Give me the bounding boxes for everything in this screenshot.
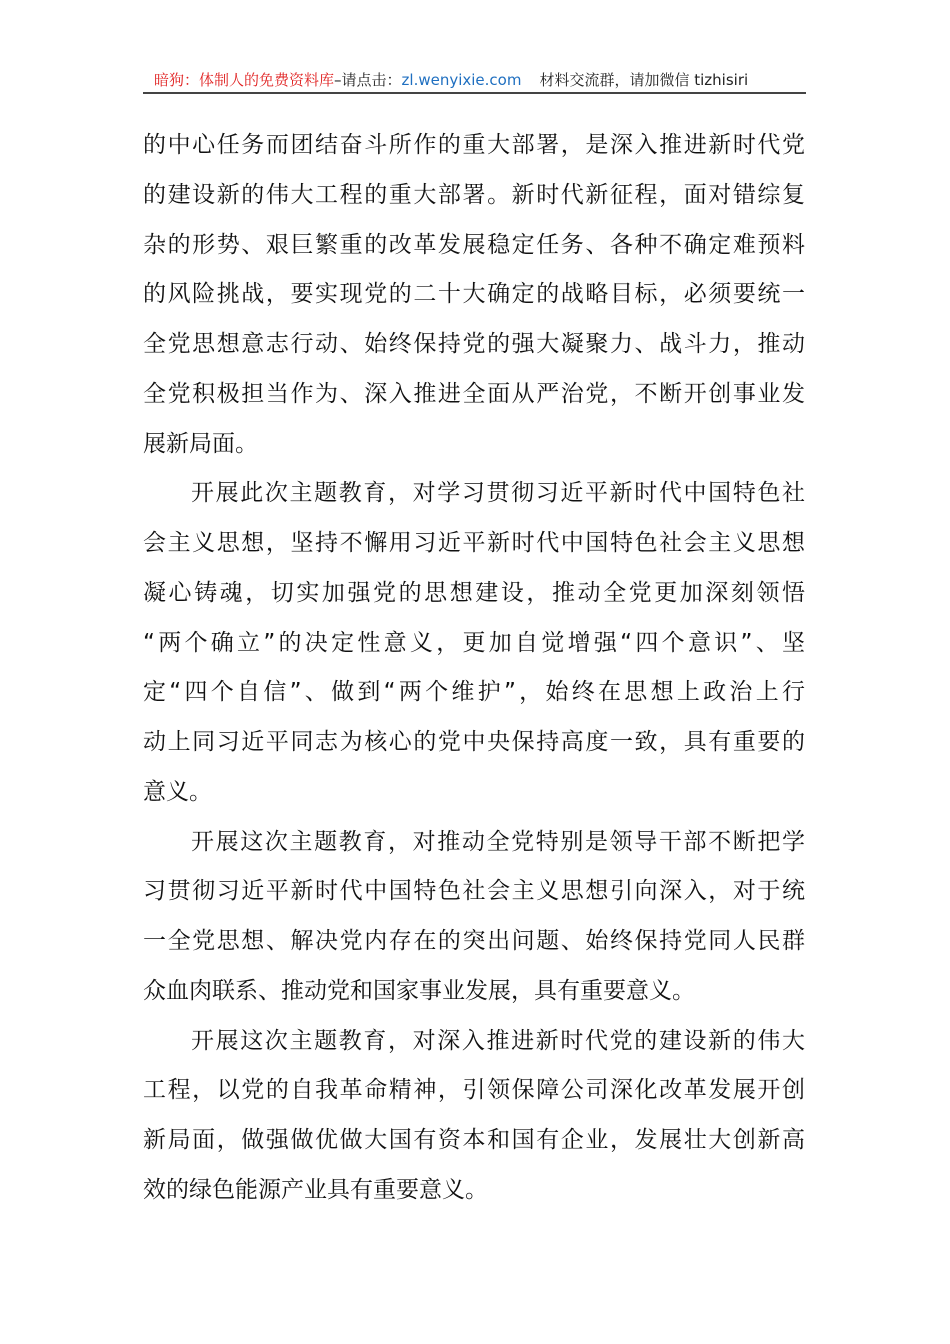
text-line: 效的绿色能源产业具有重要意义。 bbox=[143, 1176, 488, 1203]
text-line: 新局面，做强做优做大国有资本和国有企业，发展壮大创新高 bbox=[143, 1127, 805, 1153]
text-line: 会主义思想，坚持不懈用习近平新时代中国特色社会主义思想 bbox=[143, 530, 805, 556]
text-line: 工程，以党的自我革命精神，引领保障公司深化改革发展开创 bbox=[143, 1077, 805, 1104]
text-line: 意义。 bbox=[143, 778, 212, 805]
header-link[interactable]: zl.wenyixie.com bbox=[401, 71, 522, 89]
text-line: 众血肉联系、推动党和国家事业发展，具有重要意义。 bbox=[143, 977, 695, 1004]
text-line: 开展这次主题教育，对深入推进新时代党的建设新的伟大 bbox=[191, 1027, 805, 1054]
text-line: 一全党思想、解决党内存在的突出问题、始终保持党同人民群 bbox=[143, 928, 805, 954]
header-click-prompt: –请点击： bbox=[334, 71, 402, 89]
text-line: 的风险挑战，要实现党的二十大确定的战略目标，必须要统一 bbox=[143, 281, 805, 308]
page-header bbox=[143, 68, 806, 92]
text-line: 的建设新的伟大工程的重大部署。新时代新征程，面对错综复 bbox=[143, 181, 805, 208]
text-line: 杂的形势、艰巨繁重的改革发展稳定任务、各种不确定难预料 bbox=[143, 231, 805, 258]
text-line: 的中心任务而团结奋斗所作的重大部署，是深入推进新时代党 bbox=[143, 132, 805, 158]
text-line: 全党积极担当作为、深入推进全面从严治党，不断开创事业发 bbox=[143, 380, 805, 407]
text-line: 动上同习近平同志为核心的党中央保持高度一致，具有重要的 bbox=[143, 729, 805, 755]
document-body bbox=[143, 121, 805, 1216]
header-divider bbox=[143, 92, 806, 94]
text-line: 开展此次主题教育，对学习贯彻习近平新时代中国特色社 bbox=[191, 480, 805, 507]
text-line: “两个确立”的决定性意义，更加自觉增强“四个意识”、坚 bbox=[143, 629, 805, 656]
text-line: 凝心铸魂，切实加强党的思想建设，推动全党更加深刻领悟 bbox=[143, 579, 805, 606]
text-line: 全党思想意志行动、始终保持党的强大凝聚力、战斗力，推动 bbox=[143, 331, 805, 357]
text-line: 展新局面。 bbox=[143, 430, 258, 457]
text-line: 定“四个自信”、做到“两个维护”，始终在思想上政治上行 bbox=[143, 679, 805, 706]
text-line: 开展这次主题教育，对推动全党特别是领导干部不断把学 bbox=[191, 828, 805, 855]
header-brand: 暗狗：体制人的免费资料库 bbox=[154, 71, 335, 89]
text-line: 习贯彻习近平新时代中国特色社会主义思想引向深入，对于统 bbox=[143, 878, 805, 905]
header-contact: 材料交流群，请加微信 tizhisiri bbox=[539, 71, 749, 89]
